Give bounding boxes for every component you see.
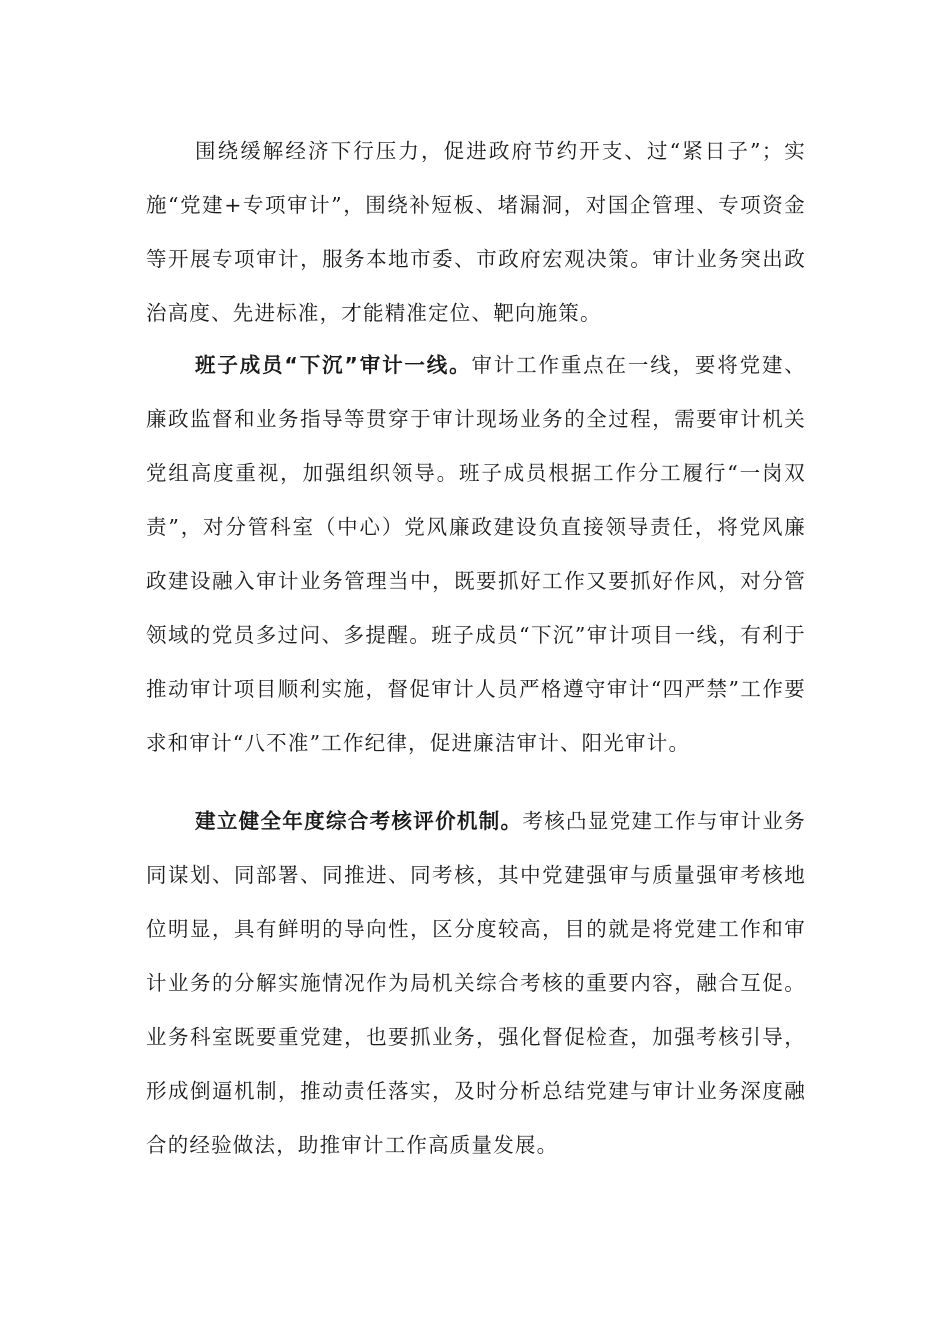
paragraph-annual-assessment (146, 794, 806, 1172)
paragraph-heading: 班子成员“下沉”审计一线。 (195, 353, 472, 377)
paragraph-leadership-frontline (146, 338, 806, 770)
paragraph-fiscal-austerity (146, 124, 806, 340)
paragraph-body: 围绕缓解经济下行压力，促进政府节约开支、过“紧日子”；实施“党建+专项审计”，围绕补短板、堵漏洞，对国企管理、专项资金等开展专项审计，服务本地市委、市政府宏观决策。审计业务突出政治高度、先进标准，才能精准定位、靶向施策。 (146, 139, 806, 325)
paragraph-heading: 建立健全年度综合考核评价机制。 (195, 809, 523, 833)
paragraph-body: 审计工作重点在一线，要将党建、廉政监督和业务指导等贯穿于审计现场业务的全过程，需要审计机关党组高度重视，加强组织领导。班子成员根据工作分工履行“一岗双责”，对分管科室（中心）党风廉政建设负直接领导责任，将党风廉政建设融入审计业务管理当中，既要抓好工作又要抓好作风，对分管领域的党员多过问、多提醒。班子成员“下沉”审计项目一线，有利于推动审计项目顺利实施，督促审计人员严格遵守审计“四严禁”工作要求和审计“八不准”工作纪律，促进廉洁审计、阳光审计。 (146, 353, 807, 755)
paragraph-body: 考核凸显党建工作与审计业务同谋划、同部署、同推进、同考核，其中党建强审与质量强审考核地位明显，具有鲜明的导向性，区分度较高，目的就是将党建工作和审计业务的分解实施情况作为局机关综合考核的重要内容，融合互促。业务科室既要重党建，也要抓业务，强化督促检查，加强考核引导，形成倒逼机制，推动责任落实，及时分析总结党建与审计业务深度融合的经验做法，助推审计工作高质量发展。 (146, 809, 806, 1157)
